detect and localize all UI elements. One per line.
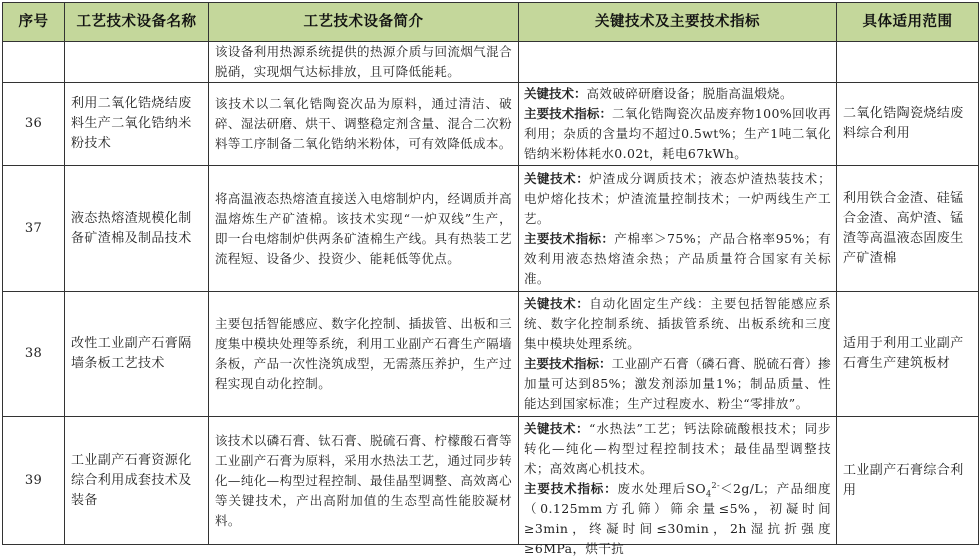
- indicator-label: 主要技术指标：: [524, 480, 618, 496]
- indicator-paragraph: [524, 229, 831, 289]
- row-intro: 主要包括智能感应、数字化控制、插拔管、出板和三度集中模块处理等系统，利用工业副产石膏生产隔墙条板，产品一次性浇筑成型，无需蒸压养护，生产过程实现自动化控制。: [209, 292, 519, 417]
- row-name: 液态热熔渣规模化制备矿渣棉及制品技术: [65, 166, 209, 292]
- row-number: 37: [3, 166, 65, 292]
- indicator-paragraph: [524, 104, 831, 164]
- indicator-text-b: ＜2g/L；产品细度（0.125mm方孔筛）筛余量≤5%，初凝时间≥3min，终凝时间≤30min，2h湿抗折强度≥6MPa，烘干抗: [524, 480, 831, 556]
- indicator-text: 工业副产石膏（磷石膏、脱硫石膏）掺加量可达到85%；激发剂添加量1%；制品质量、性能达到国家标准；生产过程废水、粉尘“零排放”。: [524, 356, 831, 411]
- indicator-label: 主要技术指标：: [524, 106, 613, 121]
- row-key-cell: [519, 417, 837, 556]
- continuation-scope-cell: [837, 42, 979, 83]
- row-name: 工业副产石膏资源化综合利用成套技术及装备: [65, 417, 209, 545]
- row-intro: 该技术以磷石膏、钛石膏、脱硫石膏、柠檬酸石膏等工业副产石膏为原料，采用水热法工艺，通过同步转化—纯化—构型过程控制、最佳晶型调整、高效离心等关键技术，产出高附加值的生态型高性能胶凝材料。: [209, 417, 519, 545]
- table-row: [3, 166, 979, 292]
- continuation-key-cell: [519, 42, 837, 83]
- key-technology-paragraph: [524, 294, 831, 354]
- row-scope: 二氧化锆陶瓷烧结废料综合利用: [837, 83, 979, 166]
- row-scope: 工业副产石膏综合利用: [837, 417, 979, 545]
- row-key-cell: [519, 166, 837, 292]
- continuation-num-cell: [3, 42, 65, 83]
- sulfate-superscript: 2-: [711, 480, 721, 490]
- table-row: [3, 42, 979, 83]
- row-number: 38: [3, 292, 65, 417]
- continuation-name-cell: [65, 42, 209, 83]
- key-technology-label: 关键技术：: [524, 420, 590, 436]
- table-row: [3, 417, 979, 545]
- row-number: 39: [3, 417, 65, 545]
- continuation-intro-cell: 该设备利用热源系统提供的热源介质与回流烟气混合脱硝，实现烟气达标排放，且可降低能耗。: [209, 42, 519, 83]
- header-name: 工艺技术设备名称: [65, 3, 209, 42]
- row-scope: 利用铁合金渣、硅锰合金渣、高炉渣、锰渣等高温液态固废生产矿渣棉: [837, 166, 979, 292]
- technology-table: [2, 2, 979, 556]
- key-technology-text: 炉渣成分调质技术；液态炉渣热装技术；电炉熔化技术；炉渣流量控制技术；一炉两线生产工艺。: [524, 170, 831, 226]
- row-key-cell: [519, 83, 837, 166]
- indicator-label: 主要技术指标：: [524, 356, 612, 371]
- key-technology-paragraph: [524, 419, 831, 479]
- row-number: 36: [3, 83, 65, 166]
- row-name: 改性工业副产石膏隔墙条板工艺技术: [65, 292, 209, 417]
- header-row: [3, 3, 979, 42]
- key-technology-label: 关键技术：: [524, 86, 587, 101]
- key-technology-text: 自动化固定生产线：主要包括智能感应系统、数字化控制系统、插拔管系统、出板系统和三度集中模块处理系统。: [524, 296, 831, 351]
- key-technology-label: 关键技术：: [524, 296, 590, 311]
- key-technology-text: 高效破碎研磨设备；脱脂高温煅烧。: [586, 86, 793, 101]
- header-seq: 序号: [3, 3, 65, 42]
- row-key-cell: [519, 292, 837, 417]
- table-row: [3, 292, 979, 417]
- sulfate-subscript: 4: [705, 489, 712, 498]
- indicator-text: 二氧化锆陶瓷次品废弃物100%回收再利用；杂质的含量均不超过0.5wt%；生产1吨二氧化锆纳米粉体耗水0.02t，耗电67kWh。: [524, 106, 831, 161]
- row-intro: 将高温液态热熔渣直接送入电熔制炉内，经调质并高温熔炼生产矿渣棉。该技术实现“一炉双线”生产，即一台电熔制炉供两条矿渣棉生产线。具有热装工艺流程短、设备少、投资少、能耗低等优点。: [209, 166, 519, 292]
- row-intro: 该技术以二氧化锆陶瓷次品为原料，通过清洁、破碎、湿法研磨、烘干、调整稳定剂含量、混合二次粉料等工序制备二氧化锆纳米粉体，可有效降低成本。: [209, 83, 519, 166]
- table-row: [3, 83, 979, 166]
- indicator-text: 产棉率＞75%；产品合格率95%；有效利用液态热熔渣余热；产品质量符合国家有关标准。: [524, 230, 831, 286]
- header-key: 关键技术及主要技术指标: [519, 3, 837, 42]
- header-intro: 工艺技术设备简介: [209, 3, 519, 42]
- indicator-paragraph: [524, 354, 831, 414]
- indicator-label: 主要技术指标：: [524, 230, 615, 246]
- indicator-text-a: 废水处理后SO: [617, 480, 706, 496]
- row-name: 利用二氧化锆烧结废料生产二氧化锆纳米粉技术: [65, 83, 209, 166]
- indicator-paragraph: [524, 479, 831, 559]
- key-technology-text: “水热法”工艺；钙法除硫酸根技术；同步转化—纯化—构型过程控制技术；最佳晶型调整技术；高效离心机技术。: [524, 420, 831, 476]
- key-technology-label: 关键技术：: [524, 170, 590, 186]
- key-technology-paragraph: [524, 84, 831, 104]
- row-scope: 适用于利用工业副产石膏生产建筑板材: [837, 292, 979, 417]
- key-technology-paragraph: [524, 169, 831, 229]
- header-scope: 具体适用范围: [837, 3, 979, 42]
